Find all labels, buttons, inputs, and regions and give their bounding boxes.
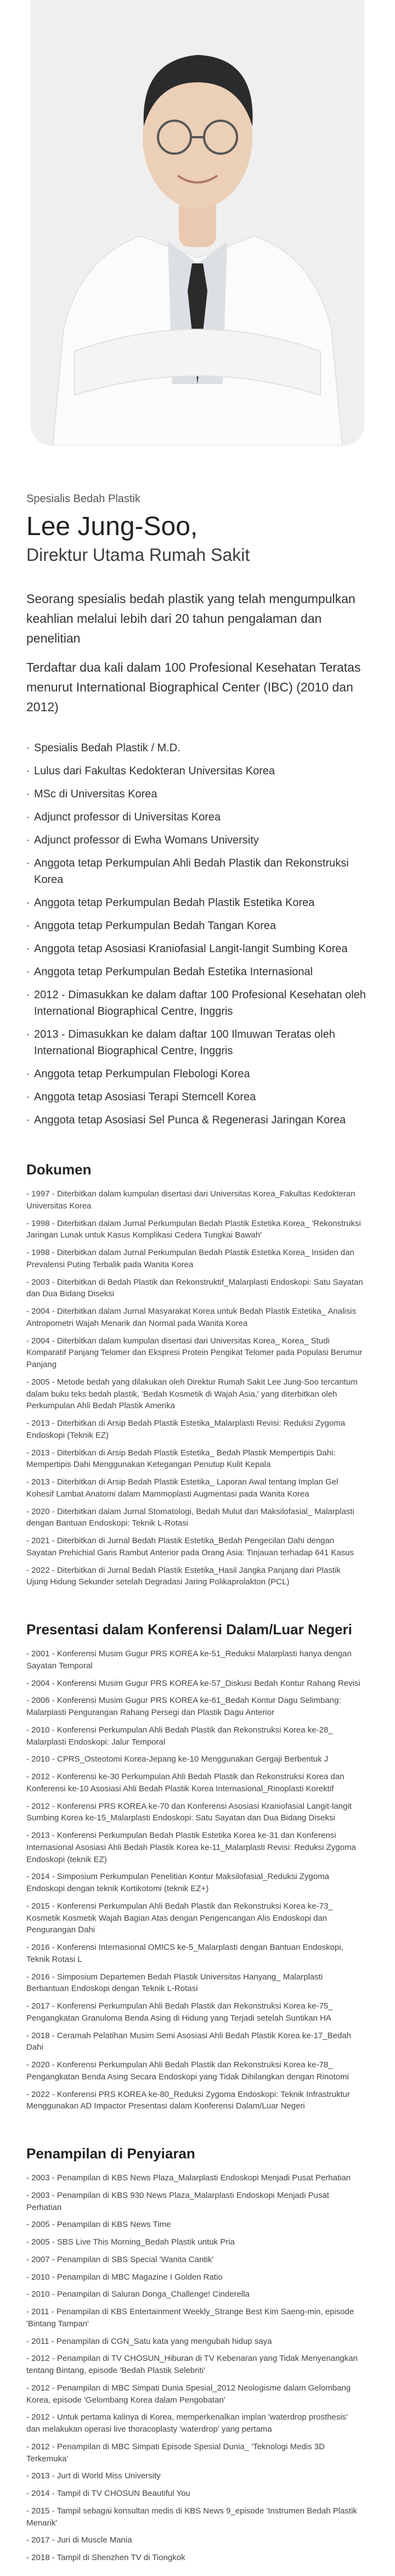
presentation-item: - 2020 - Konferensi Perkumpulan Ahli Bedah Plastik dan Rekonstruksi Korea ke-78_ Pengangkatan Benda Asing Secara Endoskopi yang Tidak Dihilangkan dengan Rinotomi <box>26 2060 349 2082</box>
credential-item: · Lulus dari Fakultas Kedokteran Universitas Korea <box>26 763 369 779</box>
document-item: - 2004 - Diterbitkan dalam Jurnal Masyarakat Korea untuk Bedah Plastik Estetika_ Analisis Antropometri Wajah Menarik dan Normal pada Wanita Korea <box>26 1307 357 1328</box>
presentation-item: - 2010 - CPRS_Osteotomi Korea-Jepang ke-10 Menggunakan Gergaji Berbentuk J <box>26 1754 329 1764</box>
broadcast-item: - 2012 - Penampilan di MBC Simpati Episode Spesial Dunia_ 'Teknologi Medis 3D Terkemuka' <box>26 2442 325 2463</box>
doctor-portrait-illustration <box>31 0 364 446</box>
presentations-list <box>26 1648 369 2112</box>
presentation-item: - 2016 - Konferensi Internasional OMICS ke-5_Malarplasti dengan Bantuan Endoskopi, Teknik Rotasi L <box>26 1943 343 1964</box>
presentation-item: - 2012 - Konferensi PRS KOREA ke-70 dan Konferensi Asosiasi Kraniofasial Langit-langit Sumbing Korea ke-15_Malarplasti Endoskopi: Satu Sayatan dan Dua Bidang Diseksi <box>26 1801 352 1823</box>
specialty-label: Spesialis Bedah Plastik <box>26 493 140 505</box>
documents-heading: Dokumen <box>26 1161 92 1178</box>
credential-item: · Adjunct professor di Universitas Korea <box>26 809 369 825</box>
document-item: - 2022 - Diterbitkan di Jurnal Bedah Plastik Estetika_Hasil Jangka Panjang dari Plastik Ujung Hidung Sekunder setelah Degradasi Jaring Polikaprolakton (PCL) <box>26 1565 341 1587</box>
profile-content <box>0 493 395 2564</box>
credential-item: · Spesialis Bedah Plastik / M.D. <box>26 740 369 756</box>
credential-item: · Anggota tetap Perkumpulan Bedah Plastik Estetika Korea <box>26 895 369 911</box>
document-item: - 1998 - Diterbitkan dalam Jurnal Perkumpulan Bedah Plastik Estetika Korea_ 'Rekonstruksi Jaringan Lunak untuk Kasus Komplikasi Cedera Tungkai Bawah' <box>26 1218 361 1240</box>
document-item: - 2013 - Diterbitkan di Arsip Bedah Plastik Estetika_ Bedah Plastik Mempertipis Dahi: Mempertipis Dahi Menggunakan Ketegangan Penutup Kulit Kepala <box>26 1448 336 1470</box>
broadcast-item: - 2017 - Juri di Muscle Mania <box>26 2535 132 2545</box>
presentation-item: - 2010 - Konferensi Perkumpulan Ahli Bedah Plastik dan Rekonstruksi Korea ke-28_ Malarplasti Endoskopi: Jalur Temporal <box>26 1725 333 1747</box>
broadcast-item: - 2005 - SBS Live This Morning_Bedah Plastik untuk Pria <box>26 2237 235 2247</box>
broadcast-item: - 2005 - Penampilan di KBS News Time <box>26 2220 171 2230</box>
presentation-item: - 2016 - Simposium Departemen Bedah Plastik Universitas Hanyang_ Malarplasti Berbantuan Endoskopi dengan Teknik L-Rotasi <box>26 1972 323 1994</box>
document-item: - 2013 - Diterbitkan di Arsip Bedah Plastik Estetika_Malarplasti Revisi: Reduksi Zygoma Endoskopi (Teknik EZ) <box>26 1419 346 1440</box>
credential-item: · Anggota tetap Perkumpulan Bedah Estetika Internasional <box>26 964 369 980</box>
credential-item: · Anggota tetap Perkumpulan Flebologi Korea <box>26 1066 369 1082</box>
credential-item: · Anggota tetap Asosiasi Kraniofasial Langit-langit Sumbing Korea <box>26 941 369 957</box>
credentials-list <box>26 740 369 1128</box>
document-item: - 2004 - Diterbitkan dalam kumpulan disertasi dari Universitas Korea_ Korea_ Studi Komparatif Panjang Telomer dan Ekspresi Protein Pengikat Telomer pada Populasi Berumur Panjang <box>26 1336 363 1370</box>
presentation-item: - 2015 - Konferensi Perkumpulan Ahli Bedah Plastik dan Rekonstruksi Korea ke-73_ Kosmetik Kosmetik Wajah Bagian Atas dengan Pengencangan Alis Endoskopi dan Pengurangan Dahi <box>26 1901 333 1935</box>
document-item: - 2021 - Diterbitkan di Jurnal Bedah Plastik Estetika_Bedah Pengecilan Dahi dengan Sayatan Prehichial Garis Rambut Anterior pada Orang Asia: Tinjauan terhadap 641 Kasus <box>26 1536 354 1557</box>
broadcast-item: - 2003 - Penampilan di KBS News Plaza_Malarplasti Endoskopi Menjadi Pusat Perhatian <box>26 2173 351 2183</box>
broadcasts-heading: Penampilan di Penyiaran <box>26 2145 195 2162</box>
broadcast-item: - 2012 - Penampilan di MBC Simpati Dunia Spesial_2012 Neologisme dalam Gelombang Korea, episode 'Gelombang Korea dalam Pengobatan' <box>26 2383 351 2405</box>
credential-item: · Anggota tetap Perkumpulan Ahli Bedah Plastik dan Rekonstruksi Korea <box>26 855 369 888</box>
credential-item: · Adjunct professor di Ewha Womans University <box>26 832 369 848</box>
document-item: - 2020 - Diterbitkan dalam Jurnal Stomatologi, Bedah Mulut dan Maksilofasial_ Malarplasti dengan Bantuan Endoskopi: Teknik L-Rotasi <box>26 1506 354 1528</box>
broadcasts-section <box>26 2145 369 2564</box>
intro-paragraph: Terdaftar dua kali dalam 100 Profesional Kesehatan Teratas menurut International Biographical Center (IBC) (2010 dan 2012) <box>26 660 361 714</box>
broadcast-item: - 2011 - Penampilan di CGN_Satu kata yang mengubah hidup saya <box>26 2336 272 2346</box>
presentation-item: - 2014 - Simposium Perkumpulan Penelitian Kontur Maksilofasial_Reduksi Zygoma Endoskopi dengan teknik Kortikotomi (teknik EZ+) <box>26 1872 329 1894</box>
broadcast-item: - 2012 - Untuk pertama kalinya di Korea, memperkenalkan implan 'waterdrop prosthesis' dan melakukan operasi live thoracoplasty 'waterdrop' yang pertama <box>26 2412 348 2434</box>
presentation-item: - 2004 - Konferensi Musim Gugur PRS KOREA ke-57_Diskusi Bedah Kontur Rahang Revisi <box>26 1678 360 1688</box>
presentation-item: - 2017 - Konferensi Perkumpulan Ahli Bedah Plastik dan Rekonstruksi Korea ke-75_ Pengangkatan Granuloma Benda Asing di Hidung yang Terjadi setelah Suntikan HA <box>26 2001 333 2023</box>
broadcast-item: - 2003 - Penampilan di KBS 930 News Plaza_Malarplasti Endoskopi Menjadi Pusat Perhatian <box>26 2190 329 2212</box>
doctor-name: Lee Jung-Soo, <box>26 512 198 541</box>
broadcast-item: - 2010 - Penampilan di Saluran Donga_Challenge! Cinderella <box>26 2290 250 2299</box>
intro <box>26 589 369 717</box>
presentation-item: - 2018 - Ceramah Pelatihan Musim Semi Asosiasi Ahli Bedah Plastik Korea ke-17_Bedah Dahi <box>26 2031 351 2052</box>
broadcasts-list <box>26 2172 369 2564</box>
document-item: - 2005 - Metode bedah yang dilakukan oleh Direktur Rumah Sakit Lee Jung-Soo tercantum dalam buku teks bedah plastik, 'Bedah Kosmetik di Wajah Asia,' yang diterbitkan oleh Perkumpulan Ahli Bedah Plastik Amerika <box>26 1377 358 1411</box>
broadcast-item: - 2007 - Penampilan di SBS Special 'Wanita Cantik' <box>26 2254 214 2264</box>
credential-item: · Anggota tetap Asosiasi Terapi Stemcell Korea <box>26 1089 369 1105</box>
broadcast-item: - 2013 - Jurt di World Miss University <box>26 2471 161 2481</box>
presentation-item: - 2013 - Konferensi Perkumpulan Bedah Plastik Estetika Korea ke-31 dan Konferensi Internasional Asosiasi Ahli Bedah Plastik Korea ke-11_Malarplasti Revisi: Reduksi Zygoma Endoskopi (teknik EZ) <box>26 1831 356 1864</box>
document-item: - 2003 - Diterbitkan di Bedah Plastik dan Rekonstruktif_Malarplasti Endoskopi: Satu Sayatan dan Dua Bidang Diseksi <box>26 1277 363 1299</box>
documents-list <box>26 1188 369 1588</box>
credential-item: · MSc di Universitas Korea <box>26 786 369 802</box>
document-item: - 1998 - Diterbitkan dalam Jurnal Perkumpulan Bedah Plastik Estetika Korea_ Insiden dan Prevalensi Puting Terbalik pada Wanita Korea <box>26 1248 354 1269</box>
presentation-item: - 2012 - Konferensi ke-30 Perkumpulan Ahli Bedah Plastik dan Rekonstruksi Korea dan Konferensi ke-10 Asosiasi Ahli Bedah Plastik Korea Internasional_Rinoplasti Korektif <box>26 1772 345 1793</box>
presentation-item: - 2022 - Konferensi PRS KOREA ke-80_Reduksi Zygoma Endoskopi: Teknik Infrastruktur Menggunakan AD Impactor Presentasi dalam Konferensi Dalam/Luar Negeri <box>26 2089 351 2111</box>
document-item: - 1997 - Diterbitkan dalam kumpulan disertasi dari Universitas Korea_Fakultas Kedokteran Universitas Korea <box>26 1189 356 1211</box>
broadcast-item: - 2018 - Tampil di Shenzhen TV di Tiongkok <box>26 2553 185 2563</box>
doctor-portrait <box>31 0 364 446</box>
credential-item: · Anggota tetap Asosiasi Sel Punca & Regenerasi Jaringan Korea <box>26 1112 369 1128</box>
broadcast-item: - 2010 - Penampilan di MBC Magazine I Golden Ratio <box>26 2272 223 2282</box>
broadcast-item: - 2015 - Tampil sebagai konsultan medis di KBS News 9_episode 'Instrumen Bedah Plastik Menarik' <box>26 2506 357 2528</box>
presentation-item: - 2006 - Konferensi Musim Gugur PRS KOREA ke-61_Bedah Kontur Dagu Selimbang: Malarplasti Pengurangan Rahang Persegi dan Plastik Dagu Anterior <box>26 1696 341 1718</box>
broadcast-item: - 2012 - Penampilan di TV CHOSUN_Hiburan di TV Kebenaran yang Tidak Menyenangkan tentang Bintang, episode 'Bedah Plastik Selebriti' <box>26 2354 358 2376</box>
hero <box>0 0 395 450</box>
doctor-title: Direktur Utama Rumah Sakit <box>26 545 250 565</box>
presentations-section <box>26 1621 369 2112</box>
documents-section <box>26 1161 369 1588</box>
credential-item: · 2012 - Dimasukkan ke dalam daftar 100 Profesional Kesehatan oleh International Biographical Centre, Inggris <box>26 987 369 1020</box>
credential-item: · Anggota tetap Perkumpulan Bedah Tangan Korea <box>26 918 369 934</box>
intro-paragraph: Seorang spesialis bedah plastik yang telah mengumpulkan keahlian melalui lebih dari 20 tahun pengalaman dan penelitian <box>26 592 356 645</box>
broadcast-item: - 2014 - Tampil di TV CHOSUN Beautiful You <box>26 2489 190 2499</box>
credential-item: · 2013 - Dimasukkan ke dalam daftar 100 Ilmuwan Teratas oleh International Biographical Centre, Inggris <box>26 1026 369 1059</box>
broadcast-item: - 2011 - Penampilan di KBS Entertainment Weekly_Strange Best Kim Saeng-min, episode 'Bintang Tampan' <box>26 2307 354 2328</box>
presentations-heading: Presentasi dalam Konferensi Dalam/Luar Negeri <box>26 1621 352 1638</box>
presentation-item: - 2001 - Konferensi Musim Gugur PRS KOREA ke-51_Reduksi Malarplasti hanya dengan Sayatan Temporal <box>26 1649 352 1671</box>
document-item: - 2013 - Diterbitkan di Arsip Bedah Plastik Estetika_ Laporan Awal tentang Implan Gel Kohesif Lambat Anatomi dalam Mammoplasti Augmentasi pada Wanita Korea <box>26 1477 338 1499</box>
